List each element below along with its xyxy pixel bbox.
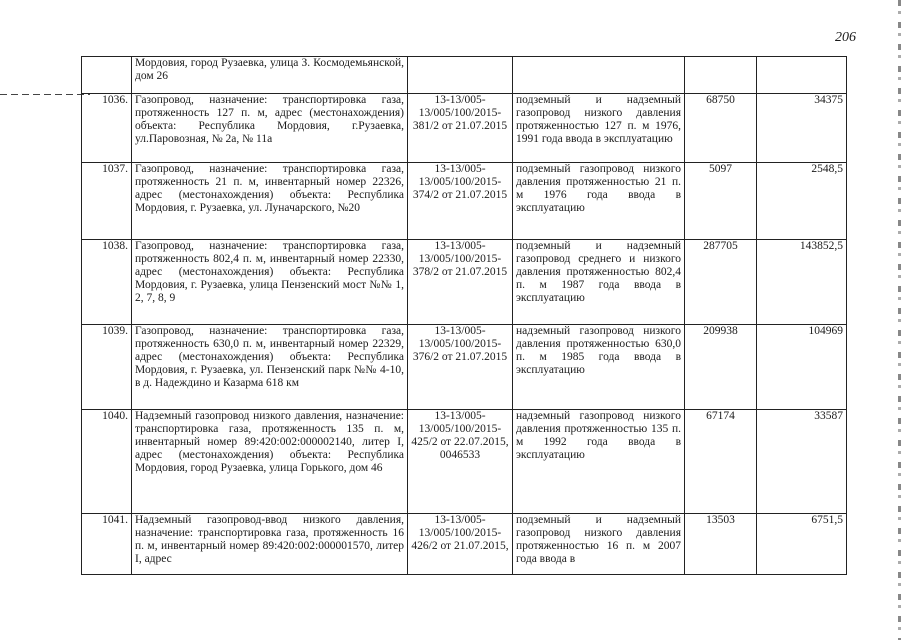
- page-number: 206: [835, 30, 856, 45]
- object-characteristics: надземный газопровод низкого давления протяженностью 630,0 п. м 1985 года ввода в эксплуатацию: [513, 325, 685, 410]
- row-number: 1039.: [82, 325, 132, 410]
- row-number: [82, 57, 132, 94]
- value-half-cell: 104969: [757, 325, 847, 410]
- table-row: [82, 163, 847, 240]
- object-characteristics: надземный газопровод низкого давления протяженностью 135 п. м 1992 года ввода в эксплуатацию: [513, 410, 685, 514]
- registration-number: 13-13/005-13/005/100/2015-426/2 от 21.07.2015,: [408, 514, 513, 575]
- row-number: 1038.: [82, 240, 132, 325]
- row-number: 1040.: [82, 410, 132, 514]
- value-cell: [685, 57, 757, 94]
- value-half-cell: [757, 57, 847, 94]
- value-cell: 287705: [685, 240, 757, 325]
- value-cell: 13503: [685, 514, 757, 575]
- object-description: Газопровод, назначение: транспортировка газа, протяженность 630,0 п. м, инвентарный номер 22329, адрес (местонахождения) объекта: Республика Мордовия, г. Рузаевка, ул. Пензенский парк №№ 4-10, в д. Надеждино и Казарма 618 км: [132, 325, 408, 410]
- value-cell: 5097: [685, 163, 757, 240]
- object-characteristics: подземный и надземный газопровод среднего и низкого давления протяженностью 802,4 п. м 1987 года ввода в эксплуатацию: [513, 240, 685, 325]
- row-number: 1041.: [82, 514, 132, 575]
- value-cell: 68750: [685, 94, 757, 163]
- table-row: [82, 57, 847, 94]
- value-half-cell: 2548,5: [757, 163, 847, 240]
- value-cell: 209938: [685, 325, 757, 410]
- row-number: 1037.: [82, 163, 132, 240]
- object-characteristics: [513, 57, 685, 94]
- table-row: [82, 94, 847, 163]
- registration-number: 13-13/005-13/005/100/2015-376/2 от 21.07.2015: [408, 325, 513, 410]
- scan-edge-mark: [898, 0, 901, 640]
- registration-number: [408, 57, 513, 94]
- table-row: [82, 514, 847, 575]
- value-half-cell: 34375: [757, 94, 847, 163]
- object-description: Надземный газопровод-ввод низкого давления, назначение: транспортировка газа, протяженность 16 п. м, инвентарный номер 89:420:002:000001570, литер I, адрес: [132, 514, 408, 575]
- object-characteristics: подземный и надземный газопровод низкого давления протяженностью 127 п. м 1976, 1991 года ввода в эксплуатацию: [513, 94, 685, 163]
- object-characteristics: подземный и надземный газопровод низкого давления протяженностью 16 п. м 2007 года ввода в: [513, 514, 685, 575]
- object-description: Газопровод, назначение: транспортировка газа, протяженность 802,4 п. м, инвентарный номер 22330, адрес (местонахождения) объекта: Республика Мордовия, г. Рузаевка, улица Пензенский мост №№ 1, 2, 7, 8, 9: [132, 240, 408, 325]
- object-description: Мордовия, город Рузаевка, улица З. Космодемьянской, дом 26: [132, 57, 408, 94]
- table-row: [82, 325, 847, 410]
- object-description: Газопровод, назначение: транспортировка газа, протяженность 127 п. м, адрес (местонахождения) объекта: Республика Мордовия, г.Рузаевка, ул.Паровозная, № 2а, № 11а: [132, 94, 408, 163]
- registration-number: 13-13/005-13/005/100/2015-425/2 от 22.07.2015, 0046533: [408, 410, 513, 514]
- row-number: 1036.: [82, 94, 132, 163]
- value-cell: 67174: [685, 410, 757, 514]
- object-description: Надземный газопровод низкого давления, назначение: транспортировка газа, протяженность 135 п. м, инвентарный номер 89:420:002:000002140, литер I, адрес (местонахождения) объекта: Республика Мордовия, город Рузаевка, улица Горького, дом 46: [132, 410, 408, 514]
- table-row: [82, 410, 847, 514]
- value-half-cell: 33587: [757, 410, 847, 514]
- object-characteristics: подземный газопровод низкого давления протяженностью 21 п. м 1976 года ввода в эксплуатацию: [513, 163, 685, 240]
- table-row: [82, 240, 847, 325]
- registry-table: [81, 56, 847, 575]
- scan-artifact-line: [0, 94, 90, 95]
- registration-number: 13-13/005-13/005/100/2015-374/2 от 21.07.2015: [408, 163, 513, 240]
- object-description: Газопровод, назначение: транспортировка газа, протяженность 21 п. м, инвентарный номер 22326, адрес (местонахождения) объекта: Республика Мордовия, г. Рузаевка, ул. Луначарского, №20: [132, 163, 408, 240]
- value-half-cell: 143852,5: [757, 240, 847, 325]
- registration-number: 13-13/005-13/005/100/2015-378/2 от 21.07.2015: [408, 240, 513, 325]
- value-half-cell: 6751,5: [757, 514, 847, 575]
- registration-number: 13-13/005-13/005/100/2015-381/2 от 21.07.2015: [408, 94, 513, 163]
